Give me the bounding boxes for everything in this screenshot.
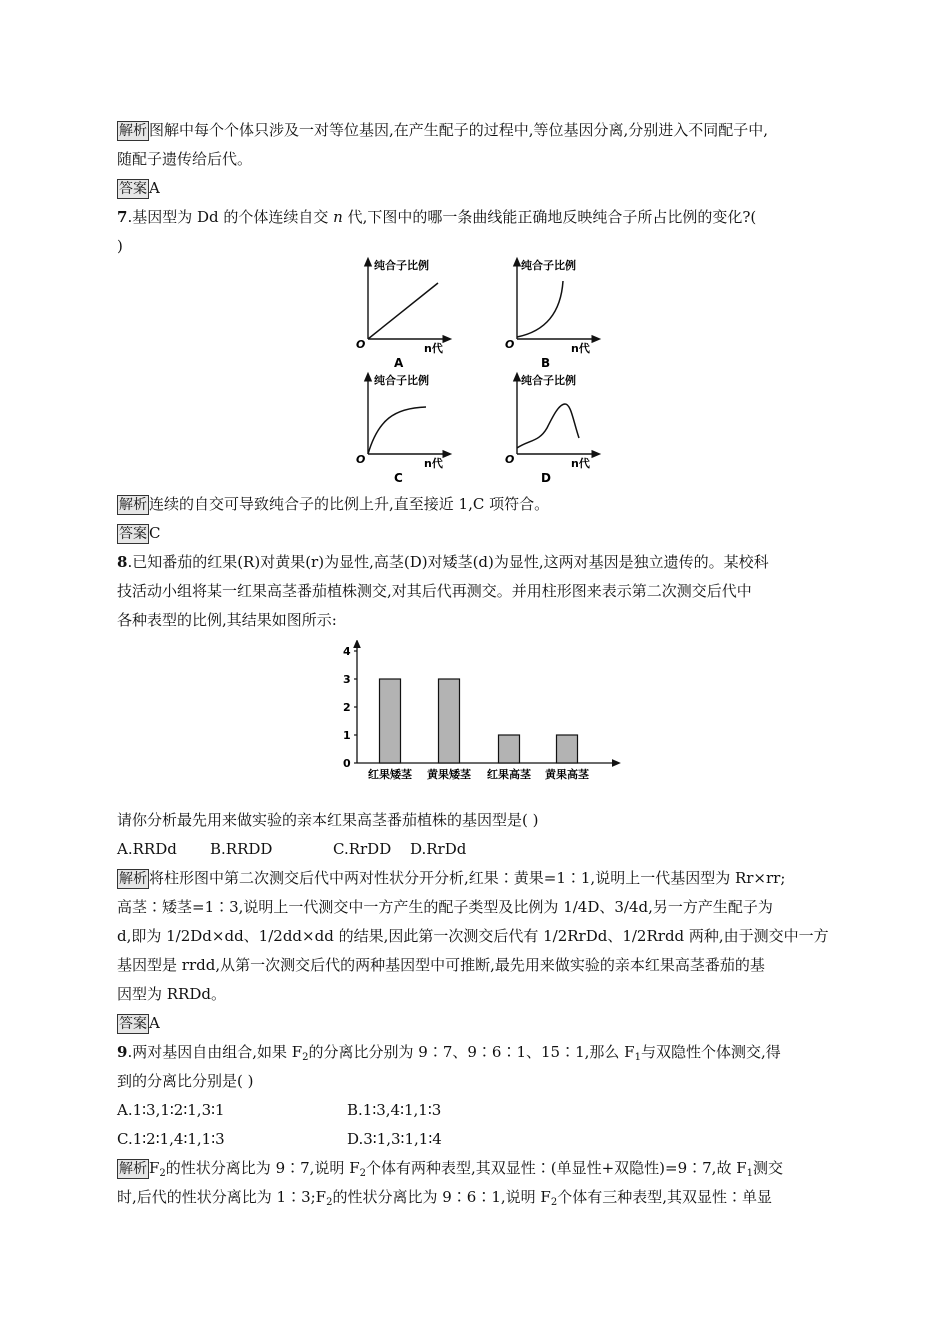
q9-stem-line2: 到的分离比分别是( ) <box>117 1072 254 1090</box>
p6-analysis-line1: 解析 图解中每个个体只涉及一对等位基因,在产生配子的过程中,等位基因分离,分别进入不同配子中, <box>119 121 769 139</box>
graph-b <box>499 255 609 373</box>
q8-option-c[interactable]: C.RrDD <box>333 840 392 858</box>
graph-d <box>499 370 609 488</box>
q8-stem-line2: 技活动小组将某一红果高茎番茄植株测交,对其后代再测交。并用柱形图来表示第二次测交后代中 <box>117 582 752 600</box>
q9-option-d[interactable]: D.3∶1,3∶1,1∶4 <box>347 1130 442 1148</box>
q8-analysis-line1: 解析 将柱形图中第二次测交后代中两对性状分开分析,红果∶黄果=1∶1,说明上一代基因型为 Rr×rr; <box>119 869 786 887</box>
graph-d-origin: O <box>505 453 515 466</box>
graph-c <box>350 370 460 488</box>
analysis-tag: 解析 <box>119 123 147 139</box>
q9-option-c[interactable]: C.1∶2∶1,4∶1,1∶3 <box>117 1130 225 1148</box>
bar-chart <box>335 640 625 785</box>
x-category-label: 红果高茎 <box>487 768 531 781</box>
q8-analysis-line5: 因型为 RRDd。 <box>117 985 226 1003</box>
graph-a <box>350 255 460 373</box>
graph-d-curve <box>517 404 579 448</box>
graph-d-ylabel: 纯合子比例 <box>521 374 576 387</box>
p6-analysis-line2: 随配子遗传给后代。 <box>117 150 253 168</box>
q8-analysis-line4: 基因型是 rrdd,从第一次测交后代的两种基因型中可推断,最先用来做实验的亲本红果高茎番茄的基 <box>117 956 765 974</box>
analysis-tag: 解析 <box>119 497 147 513</box>
graph-a-xlabel: n代 <box>424 342 443 355</box>
question-number: 8 <box>117 553 128 571</box>
graph-a-curve <box>368 283 438 339</box>
bar-3 <box>499 735 520 763</box>
graph-a-ylabel: 纯合子比例 <box>374 259 429 272</box>
graph-b-origin: O <box>505 338 515 351</box>
bar-4 <box>557 735 578 763</box>
y-tick-label: 3 <box>343 673 351 686</box>
q9-stem-line1: 9.两对基因自由组合,如果 $F_2$的分离比分别为 9∶7、9∶6∶1、15∶1,那么 $F_1$与双隐性个体测交,得 <box>117 1043 781 1063</box>
q9-analysis-line2: 时,后代的性状分离比为 $1∶3;F_2$的性状分离比为 9∶6∶1,说明 $F_2$个体有三种表型,其双显性∶单显 <box>117 1188 772 1208</box>
y-tick-label: 4 <box>343 645 351 658</box>
graph-b-curve <box>517 281 563 337</box>
y-tick-label: 1 <box>343 729 351 742</box>
graph-c-curve <box>368 407 426 454</box>
p6-answer: 答案 A <box>119 179 160 197</box>
q8-stem-line3: 各种表型的比例,其结果如图所示: <box>117 611 337 629</box>
graph-c-xlabel: n代 <box>424 457 443 470</box>
graph-b-label: B <box>541 356 551 370</box>
q8-answer: 答案 A <box>119 1014 160 1032</box>
graph-c-label: C <box>394 471 403 485</box>
q9-option-a[interactable]: A.1∶3,1∶2∶1,3∶1 <box>117 1101 225 1119</box>
analysis-tag: 解析 <box>119 1161 147 1177</box>
answer-tag: 答案 <box>119 1016 147 1032</box>
q8-analysis-line3: d,即为 1/2Dd×dd、1/2dd×dd 的结果,因此第一次测交后代有 1/2RrDd、1/2Rrdd 两种,由于测交中一方 <box>117 927 829 945</box>
y-tick-label: 2 <box>343 701 351 714</box>
q8-stem-line1: 8.已知番茄的红果(R)对黄果(r)为显性,高茎(D)对矮茎(d)为显性,这两对基因是独立遗传的。某校科 <box>117 553 769 571</box>
answer-tag: 答案 <box>119 526 147 542</box>
q8-option-b[interactable]: B.RRDD <box>210 840 273 858</box>
graph-a-origin: O <box>356 338 366 351</box>
x-category-label: 黄果矮茎 <box>427 768 471 781</box>
q8-analysis-line2: 高茎∶矮茎=1∶3,说明上一代测交中一方产生的配子类型及比例为 1/4D、3/4d,另一方产生配子为 <box>117 898 773 916</box>
q9-analysis-line1: 解析 $F_2$的性状分离比为 9∶7,说明 $F_2$个体有两种表型,其双显性∶(单显性+双隐性)=9∶7,故 $F_1$测交 <box>119 1159 784 1179</box>
question-number: 7 <box>117 208 128 226</box>
graph-b-ylabel: 纯合子比例 <box>521 259 576 272</box>
bar-1 <box>380 679 401 763</box>
q7-answer: 答案 C <box>119 524 161 542</box>
graph-b-xlabel: n代 <box>571 342 590 355</box>
q8-option-d[interactable]: D.RrDd <box>410 840 467 858</box>
analysis-tag: 解析 <box>119 871 147 887</box>
bar-2 <box>439 679 460 763</box>
graph-a-label: A <box>394 356 404 370</box>
graph-c-origin: O <box>356 453 366 466</box>
y-tick-label: 0 <box>343 757 351 770</box>
q9-option-b[interactable]: B.1∶3,4∶1,1∶3 <box>347 1101 442 1119</box>
graph-d-xlabel: n代 <box>571 457 590 470</box>
x-category-label: 黄果高茎 <box>545 768 589 781</box>
answer-tag: 答案 <box>119 181 147 197</box>
x-category-label: 红果矮茎 <box>368 768 412 781</box>
q8-option-a[interactable]: A.RRDd <box>117 840 177 858</box>
q7-analysis: 解析 连续的自交可导致纯合子的比例上升,直至接近 1,C 项符合。 <box>119 495 550 513</box>
graph-c-ylabel: 纯合子比例 <box>374 374 429 387</box>
q7-stem-line2: ) <box>117 237 123 255</box>
graph-d-label: D <box>541 471 551 485</box>
q8-question: 请你分析最先用来做实验的亲本红果高茎番茄植株的基因型是( ) <box>117 811 539 829</box>
question-number: 9 <box>117 1043 128 1061</box>
q7-stem: 7.基因型为 Dd 的个体连续自交 n 代,下图中的哪一条曲线能正确地反映纯合子所占比例的变化?( <box>117 208 757 226</box>
